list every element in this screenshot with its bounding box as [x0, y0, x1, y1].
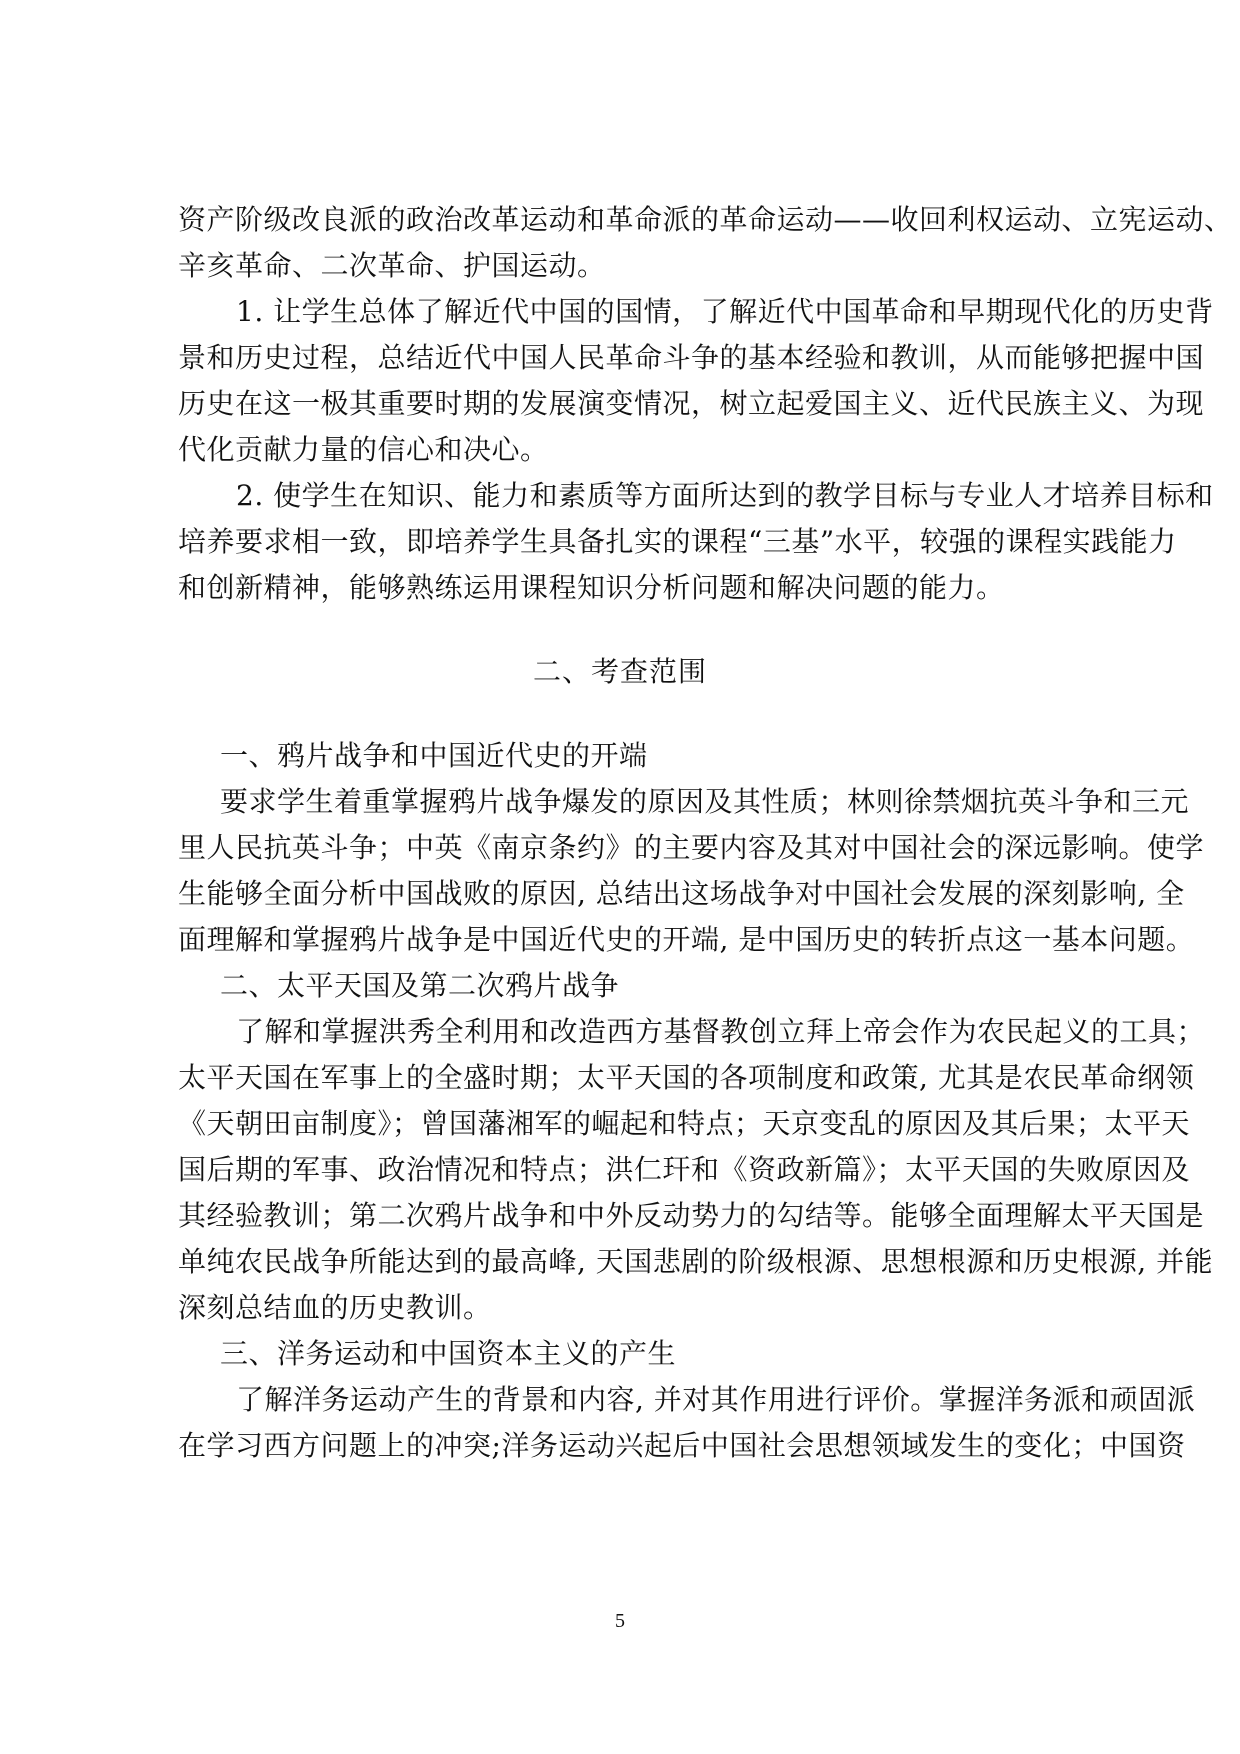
topic-3-line-2: 在学习西方问题上的冲突;洋务运动兴起后中国社会思想领域发生的变化；中国资	[178, 1429, 1186, 1462]
topic-2-line-2: 太平天国在军事上的全盛时期；太平天国的各项制度和政策, 尤其是农民革命纲领	[178, 1061, 1195, 1094]
topic-2-line-7: 深刻总结血的历史教训。	[178, 1291, 492, 1324]
topic-2-line-3: 《天朝田亩制度》；曾国藩湘军的崛起和特点；天京变乱的原因及其后果；太平天	[178, 1107, 1191, 1140]
topic-1-line-4: 面理解和掌握鸦片战争是中国近代史的开端, 是中国历史的转折点这一基本问题。	[178, 923, 1195, 956]
objective-1-line-1: 1. 让学生总体了解近代中国的国情，了解近代中国革命和早期现代化的历史背	[236, 295, 1214, 328]
topic-3-heading: 三、洋务运动和中国资本主义的产生	[220, 1337, 677, 1370]
objective-1-line-4: 代化贡献力量的信心和决心。	[178, 433, 549, 466]
intro-line-1: 资产阶级改良派的政治改革运动和革命派的革命运动——收回利权运动、立宪运动、	[178, 203, 1233, 236]
topic-2-line-1: 了解和掌握洪秀全利用和改造西方基督教创立拜上帝会作为农民起义的工具；	[236, 1015, 1206, 1048]
objective-2-line-2: 培养要求相一致，即培养学生具备扎实的课程“三基”水平，较强的课程实践能力	[178, 525, 1177, 558]
page-number: 5	[615, 1610, 625, 1632]
topic-3-line-1: 了解洋务运动产生的背景和内容, 并对其作用进行评价。掌握洋务派和顽固派	[236, 1383, 1196, 1416]
objective-2-line-1: 2. 使学生在知识、能力和素质等方面所达到的教学目标与专业人才培养目标和	[236, 479, 1214, 512]
topic-1-line-2: 里人民抗英斗争；中英《南京条约》的主要内容及其对中国社会的深远影响。使学	[178, 831, 1205, 864]
objective-1-line-3: 历史在这一极其重要时期的发展演变情况，树立起爱国主义、近代民族主义、为现	[178, 387, 1205, 420]
topic-1-heading: 一、鸦片战争和中国近代史的开端	[220, 739, 648, 772]
section-title: 二、考查范围	[532, 655, 707, 688]
topic-2-line-4: 国后期的军事、政治情况和特点；洪仁玕和《资政新篇》；太平天国的失败原因及	[178, 1153, 1191, 1186]
topic-2-line-5: 其经验教训；第二次鸦片战争和中外反动势力的勾结等。能够全面理解太平天国是	[178, 1199, 1205, 1232]
objective-2-line-3: 和创新精神，能够熟练运用课程知识分析问题和解决问题的能力。	[178, 571, 1005, 604]
topic-1-line-3: 生能够全面分析中国战败的原因, 总结出这场战争对中国社会发展的深刻影响, 全	[178, 877, 1185, 910]
objective-1-line-2: 景和历史过程，总结近代中国人民革命斗争的基本经验和教训，从而能够把握中国	[178, 341, 1205, 374]
intro-line-2: 辛亥革命、二次革命、护国运动。	[178, 249, 606, 282]
topic-1-line-1: 要求学生着重掌握鸦片战争爆发的原因及其性质；林则徐禁烟抗英斗争和三元	[220, 785, 1190, 818]
topic-2-heading: 二、太平天国及第二次鸦片战争	[220, 969, 620, 1002]
topic-2-line-6: 单纯农民战争所能达到的最高峰, 天国悲剧的阶级根源、思想根源和历史根源, 并能	[178, 1245, 1214, 1278]
